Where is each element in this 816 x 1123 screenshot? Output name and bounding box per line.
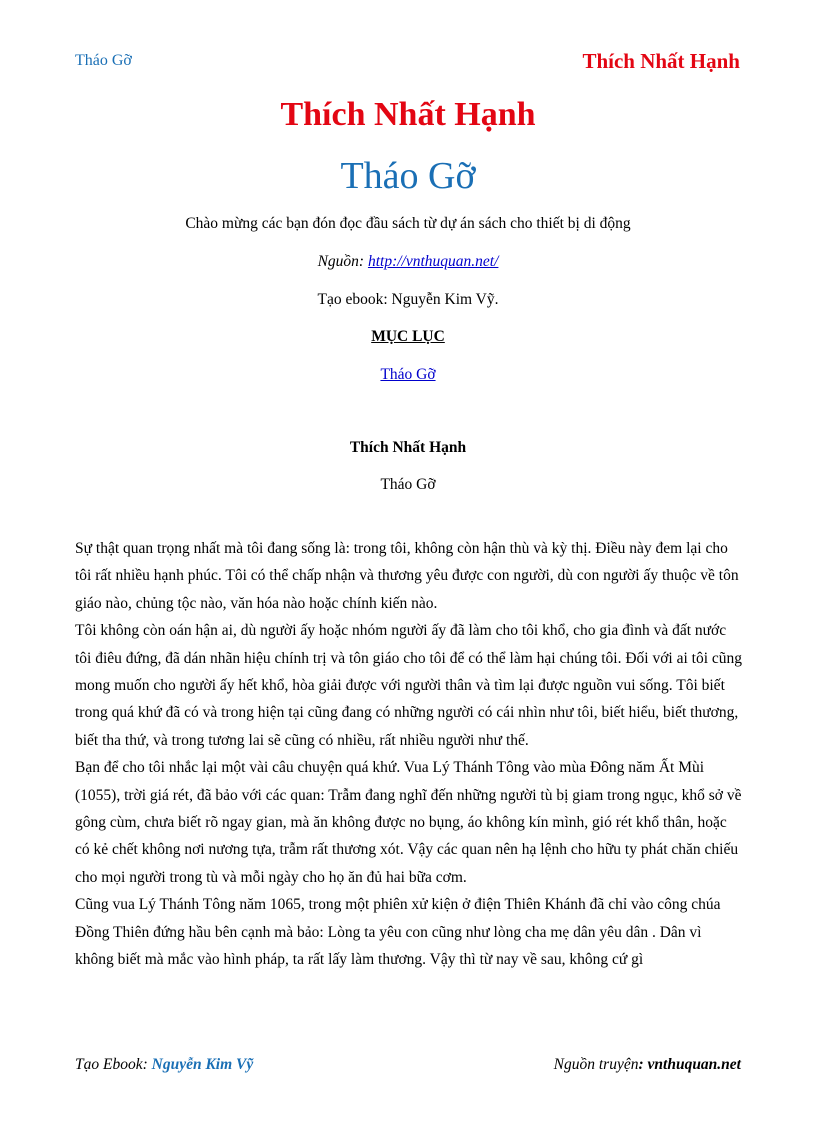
section-author: Thích Nhất Hạnh bbox=[349, 439, 467, 456]
footer-ebook-name: Nguyễn Kim Vỹ bbox=[151, 1056, 254, 1073]
footer-ebook-credit bbox=[75, 1056, 253, 1074]
source-line bbox=[0, 253, 816, 271]
header-author: Thích Nhất Hạnh bbox=[582, 49, 740, 73]
source-link[interactable]: http://vnthuquan.net/ bbox=[367, 253, 499, 270]
section-title: Tháo Gỡ bbox=[380, 476, 436, 493]
footer-source-label: Nguồn truyện bbox=[553, 1056, 639, 1073]
footer-source-credit bbox=[554, 1056, 741, 1074]
ebook-creator: Tạo ebook: Nguyễn Kim Vỹ. bbox=[317, 291, 499, 308]
title-author: Thích Nhất Hạnh bbox=[280, 96, 536, 133]
paragraph: Bạn để cho tôi nhắc lại một vài câu chuyện quá khứ. Vua Lý Thánh Tông vào mùa Đông năm Ất Mùi (1055), trời giá rét, đã bảo với các quan: Trẫm đang nghĩ đến những người tù bị giam trong ngục, khổ sở về gông cùm, chưa biết rõ ngay gian, mà ăn không được no bụng, áo không kín mình, gió rét khổ thân, hoặc có kẻ chết không nơi nương tựa, trẫm rất thương xót. Vậy các quan nên hạ lệnh cho hữu ty phát chăn chiếu cho mọi người trong tù và mỗi ngày cho họ ăn đủ hai bữa cơm. bbox=[75, 759, 742, 886]
footer-source-sep: : bbox=[638, 1056, 648, 1073]
toc-item-thao-go[interactable]: Tháo Gỡ bbox=[380, 366, 436, 383]
toc-heading: MỤC LỤC bbox=[371, 328, 445, 345]
footer-ebook-sep: : bbox=[142, 1056, 152, 1073]
body-text bbox=[75, 535, 743, 974]
welcome-text: Chào mừng các bạn đón đọc đầu sách từ dự án sách cho thiết bị di động bbox=[185, 215, 631, 232]
paragraph: Tôi không còn oán hận ai, dù người ấy hoặc nhóm người ấy đã làm cho tôi khổ, cho gia đình và đất nước tôi điêu đứng, đã dán nhãn hiệu chính trị và tôn giáo cho tôi để có thể làm hại chúng tôi. Đối với ai tôi cũng mong muốn cho người ấy hết khổ, hòa giải được với người thân và tìm lại được nguồn vui sống. Tôi biết trong quá khứ đã có và trong hiện tại cũng đang có những người có cái nhìn như tôi, biết hiểu, biết thương, biết tha thứ, và trong tương lai sẽ cũng có nhiều, rất nhiều người như thế. bbox=[75, 622, 743, 749]
source-label: Nguồn: bbox=[317, 253, 368, 270]
header-book-title: Tháo Gỡ bbox=[75, 52, 132, 69]
footer-ebook-label: Tạo Ebook bbox=[75, 1056, 143, 1073]
paragraph: Cũng vua Lý Thánh Tông năm 1065, trong một phiên xử kiện ở điện Thiên Khánh đã chỉ vào công chúa Đồng Thiên đứng hầu bên cạnh mà bảo: Lòng ta yêu con cũng như lòng cha mẹ dân yêu dân . Dân vì không biết mà mắc vào hình pháp, ta rất lấy làm thương. Vậy thì từ nay về sau, không cứ gì bbox=[75, 896, 721, 969]
title-book: Tháo Gỡ bbox=[340, 155, 476, 197]
footer-source-site: vnthuquan.net bbox=[647, 1056, 741, 1073]
paragraph: Sự thật quan trọng nhất mà tôi đang sống là: trong tôi, không còn hận thù và kỳ thị. Điều này đem lại cho tôi rất nhiều hạnh phúc. Tôi có thể chấp nhận và thương yêu được con người, dù con người ấy thuộc về tôn giáo nào, chủng tộc nào, văn hóa nào hoặc chính kiến nào. bbox=[75, 540, 739, 612]
